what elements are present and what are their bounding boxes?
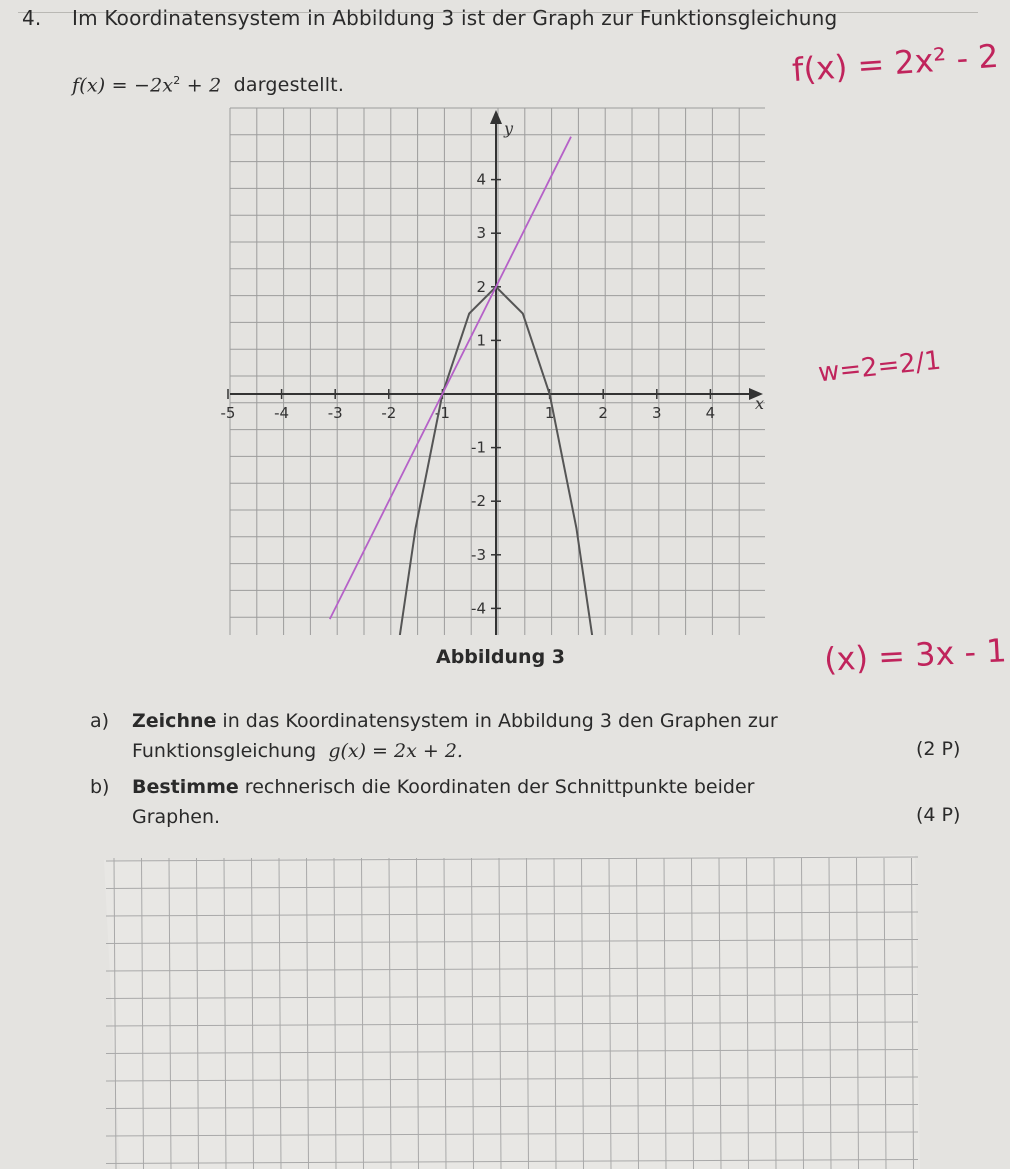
handwritten-note-3: (x) = 3x - 1 — [823, 631, 1008, 679]
x-tick-label: -4 — [274, 404, 290, 422]
x-axis-name: x — [755, 394, 765, 413]
figure-caption: Abbildung 3 — [436, 646, 566, 668]
subtask-b-points: (4 P) — [916, 804, 961, 826]
y-tick-label: 4 — [476, 170, 486, 189]
subtask-a-text-2: Funktionsgleichung — [132, 740, 317, 762]
subtask-b-text-1: rechnerisch die Koordinaten der Schnittpunkte beider — [238, 776, 755, 798]
formula-exponent: 2 — [173, 74, 181, 87]
subtask-a-verb: Zeichne — [132, 710, 217, 732]
handwritten-note-1: f(x) = 2x² - 2 — [790, 36, 1000, 90]
line-g-graph — [327, 137, 571, 619]
y-axis-name: y — [504, 119, 514, 138]
subtask-b-verb: Bestimme — [132, 776, 239, 798]
y-tick-label: 1 — [476, 331, 486, 350]
x-tick-label: 3 — [652, 404, 662, 422]
y-axis-arrow — [490, 110, 502, 124]
subtask-b-text-2: Graphen. — [132, 806, 221, 828]
y-tick-label: 2 — [476, 277, 486, 296]
x-tick-label: -1 — [434, 404, 450, 422]
y-tick-label: 3 — [476, 224, 486, 243]
task-number: 4. — [22, 6, 42, 30]
subtask-a-label: a) — [90, 710, 110, 732]
answer-paper — [104, 855, 920, 1169]
answer-grid — [100, 852, 922, 1169]
handwritten-note-2: w=2=2/1 — [816, 345, 943, 389]
y-tick-label: -1 — [471, 438, 486, 457]
subtask-a-text-1: in das Koordinatensystem in Abbildung 3 den Graphen zur — [216, 710, 778, 732]
x-tick-label: -2 — [381, 404, 397, 422]
task-intro: Im Koordinatensystem in Abbildung 3 ist der Graph zur Funktionsgleichung — [72, 6, 838, 30]
formula-suffix: dargestellt. — [233, 74, 345, 97]
subtask-a-points: (2 P) — [916, 738, 961, 760]
formula-rhs: + 2 — [180, 74, 222, 97]
subtask-b-label: b) — [90, 776, 110, 798]
x-tick-label: -3 — [327, 404, 343, 422]
subtask-a-formula: g(x) = 2x + 2. — [328, 740, 463, 762]
x-tick-label: 2 — [598, 404, 608, 422]
y-tick-label: -2 — [471, 492, 486, 511]
y-tick-label: -3 — [471, 545, 486, 564]
y-tick-label: -4 — [471, 599, 486, 618]
coordinate-system — [200, 100, 775, 640]
function-formula — [72, 74, 344, 96]
x-tick-label: 1 — [544, 404, 555, 422]
x-tick-label: 4 — [705, 404, 716, 422]
x-tick-label: -5 — [220, 404, 236, 422]
formula-lhs: f(x) = −2x — [72, 74, 174, 97]
